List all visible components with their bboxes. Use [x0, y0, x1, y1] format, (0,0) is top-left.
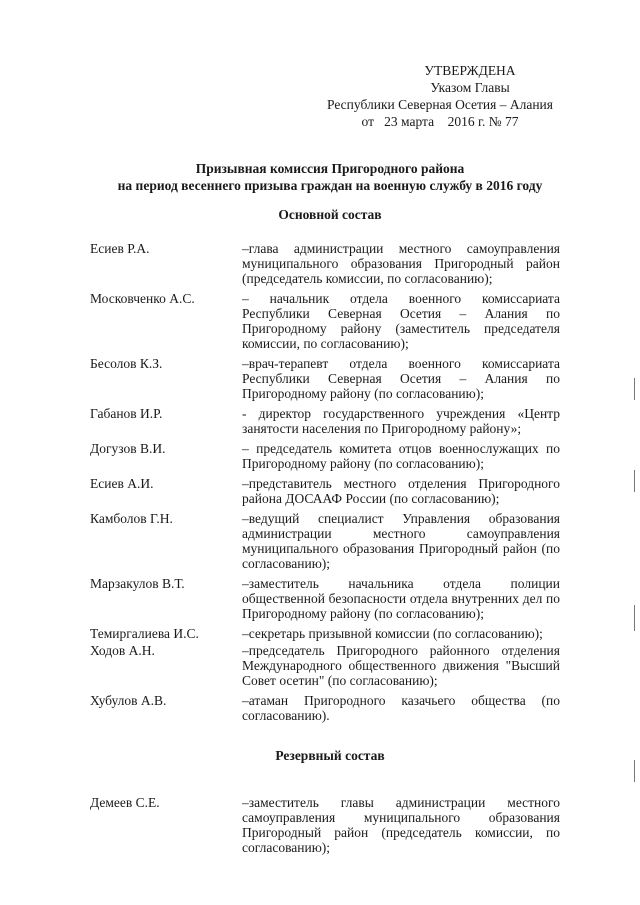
member-name: Демеев С.Е. [90, 795, 160, 810]
member-role: –ведущий специалист Управления образования администрации местного самоуправления муниципального образования Пригородный район (по согласованию); [242, 511, 560, 571]
member-row [90, 406, 560, 436]
member-row [90, 693, 560, 723]
member-row [90, 511, 560, 571]
member-role: –врач-терапевт отдела военного комиссариата Республики Северная Осетия – Алания по Пригородному району (по согласованию); [242, 356, 560, 401]
title-line-2: на период весеннего призыва граждан на военную службу в 2016 году [117, 178, 543, 193]
member-row [90, 241, 560, 286]
approval-by: Указом Главы [430, 80, 510, 95]
approval-republic: Республики Северная Осетия – Алания [327, 97, 553, 112]
member-role: – начальник отдела военного комиссариата Республики Северная Осетия – Алания по Пригородному району (заместитель председателя комиссии, по согласованию); [242, 291, 560, 351]
main-section-heading: Основной состав [278, 207, 382, 222]
member-name: Темиргалиева И.С. [90, 626, 199, 641]
member-role: –заместитель начальника отдела полиции общественной безопасности отдела внутренних дел по Пригородному району (по согласованию); [242, 576, 560, 621]
member-row [90, 795, 560, 855]
approval-status: УТВЕРЖДЕНА [424, 63, 516, 78]
member-name: Московченко А.С. [90, 291, 195, 306]
member-name: Камболов Г.Н. [90, 511, 173, 526]
document-title [40, 160, 620, 194]
member-role: –атаман Пригородного казачьего общества (по согласованию). [242, 693, 560, 723]
title-line-1: Призывная комиссия Пригородного района [195, 161, 465, 176]
member-row [90, 476, 560, 506]
member-role: –представитель местного отделения Пригородного района ДОСААФ России (по согласованию); [242, 476, 560, 506]
member-role: –секретарь призывной комиссии (по согласованию); [242, 626, 543, 641]
approval-stamp [300, 62, 580, 130]
member-name: Есиев Р.А. [90, 241, 150, 256]
reserve-section-heading: Резервный состав [275, 748, 385, 763]
scan-edge-mark [634, 605, 635, 631]
approval-date: от 23 марта 2016 г. № 77 [361, 114, 519, 129]
member-role: – председатель комитета отцов военнослужащих по Пригородному району (по согласованию); [242, 441, 560, 471]
member-name: Марзакулов В.Т. [90, 576, 185, 591]
member-name: Габанов И.Р. [90, 406, 163, 421]
member-role: - директор государственного учреждения «Центр занятости населения по Пригородному району»; [242, 406, 560, 436]
member-role: –председатель Пригородного районного отделения Международного общественного движения "Высший Совет осетин" (по согласованию); [242, 643, 560, 688]
member-name: Ходов А.Н. [90, 643, 155, 658]
scan-edge-mark [634, 760, 635, 782]
member-role: –заместитель главы администрации местного самоуправления муниципального образования Пригородный район (председатель комиссии, по согласованию); [242, 795, 560, 855]
member-name: Бесолов К.З. [90, 356, 163, 371]
member-name: Хубулов А.В. [90, 693, 167, 708]
main-members-list [90, 241, 560, 723]
member-row [90, 356, 560, 401]
member-name: Догузов В.И. [90, 441, 166, 456]
member-row [90, 626, 560, 641]
scan-edge-mark [634, 378, 635, 400]
member-row [90, 441, 560, 471]
member-row [90, 576, 560, 621]
reserve-members-list [90, 795, 560, 855]
member-role: –глава администрации местного самоуправления муниципального образования Пригородный район (председатель комиссии, по согласованию); [242, 241, 560, 286]
member-row [90, 643, 560, 688]
member-name: Есиев А.И. [90, 476, 154, 491]
scan-edge-mark [634, 470, 635, 492]
member-row [90, 291, 560, 351]
